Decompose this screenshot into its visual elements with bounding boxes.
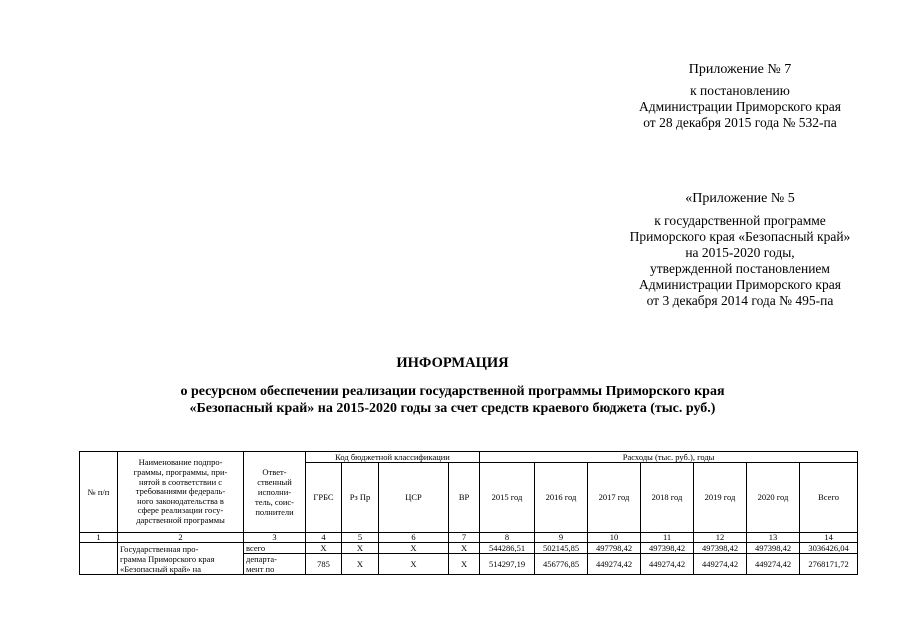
- annex-7-ref-line: к постановлению: [690, 83, 790, 98]
- column-number-row: [80, 533, 858, 543]
- annex-7-block: [560, 62, 905, 131]
- vr-cell: X: [449, 543, 480, 554]
- col-num-10: 10: [588, 533, 641, 543]
- header-expenses: Расходы (тыс. руб.), годы: [480, 452, 858, 463]
- col-num-2: 2: [118, 533, 244, 543]
- value-total: 3036426,04: [800, 543, 858, 554]
- col-num-5: 5: [342, 533, 379, 543]
- header-vr: ВР: [449, 463, 480, 533]
- responsible-total: всего: [244, 543, 306, 554]
- header-year-2017: 2017 год: [588, 463, 641, 533]
- header-budget-code: Код бюджетной классификации: [306, 452, 480, 463]
- header-year-2018: 2018 год: [641, 463, 694, 533]
- program-name-cell: Государственная про- грамма Приморского края «Безопасный край» на: [118, 543, 244, 575]
- annex-5-authority: Администрации Приморского края: [639, 277, 841, 292]
- value-total: 2768171,72: [800, 554, 858, 575]
- header-year-2016: 2016 год: [535, 463, 588, 533]
- grbs-cell: X: [306, 543, 342, 554]
- value-2017: 449274,42: [588, 554, 641, 575]
- annex-7-authority: Администрации Приморского края: [639, 99, 841, 114]
- header-year-2015: 2015 год: [480, 463, 535, 533]
- annex-7-date: от 28 декабря 2015 года № 532-па: [643, 115, 837, 130]
- value-2019: 449274,42: [694, 554, 747, 575]
- grbs-cell: 785: [306, 554, 342, 575]
- value-2015: 514297,19: [480, 554, 535, 575]
- header-year-2020: 2020 год: [747, 463, 800, 533]
- title-heading: ИНФОРМАЦИЯ: [396, 355, 509, 371]
- header-grbs: ГРБС: [306, 463, 342, 533]
- annex-5-number: «Приложение № 5: [685, 191, 795, 206]
- vr-cell: X: [449, 554, 480, 575]
- value-2018: 449274,42: [641, 554, 694, 575]
- header-year-2019: 2019 год: [694, 463, 747, 533]
- col-num-13: 13: [747, 533, 800, 543]
- csr-cell: X: [379, 554, 449, 575]
- col-num-7: 7: [449, 533, 480, 543]
- value-2016: 502145,85: [535, 543, 588, 554]
- annex-5-date: от 3 декабря 2014 года № 495-па: [646, 293, 834, 308]
- col-num-8: 8: [480, 533, 535, 543]
- header-rzpr: Рз Пр: [342, 463, 379, 533]
- annex-5-approved: утвержденной постановлением: [650, 261, 830, 276]
- rzpr-cell: X: [342, 554, 379, 575]
- value-2018: 497398,42: [641, 543, 694, 554]
- annex-5-block: [560, 191, 905, 309]
- col-num-3: 3: [244, 533, 306, 543]
- title-subtitle-2: «Безопасный край» на 2015-2020 годы за счет средств краевого бюджета (тыс. руб.): [189, 401, 716, 416]
- value-2016: 456776,85: [535, 554, 588, 575]
- value-2020: 449274,42: [747, 554, 800, 575]
- csr-cell: X: [379, 543, 449, 554]
- row-number-cell: [80, 543, 118, 575]
- document-title: [0, 355, 905, 417]
- rzpr-cell: X: [342, 543, 379, 554]
- header-responsible: Ответ- ственный исполни- тель, соис- полнители: [244, 452, 306, 533]
- annex-7-number: Приложение № 7: [688, 62, 792, 77]
- col-num-11: 11: [641, 533, 694, 543]
- table-row: [80, 543, 858, 554]
- col-num-6: 6: [379, 533, 449, 543]
- value-2019: 497398,42: [694, 543, 747, 554]
- col-num-4: 4: [306, 533, 342, 543]
- header-csr: ЦСР: [379, 463, 449, 533]
- col-num-14: 14: [800, 533, 858, 543]
- col-num-12: 12: [694, 533, 747, 543]
- annex-5-years: на 2015-2020 годы,: [685, 245, 795, 260]
- title-subtitle-1: о ресурсном обеспечении реализации государственной программы Приморского края: [180, 384, 725, 399]
- responsible-department: департа- мент по: [244, 554, 306, 575]
- resource-table: [79, 451, 858, 575]
- col-num-1: 1: [80, 533, 118, 543]
- value-2020: 497398,42: [747, 543, 800, 554]
- value-2015: 544286,51: [480, 543, 535, 554]
- header-total: Всего: [800, 463, 858, 533]
- header-name: Наименование подпро- граммы, программы, при- нятой в соответствии с требованиями федераль- ного законодательства в сфере реализации госу- дарственной программы: [118, 452, 244, 533]
- col-num-9: 9: [535, 533, 588, 543]
- header-no: № п/п: [80, 452, 118, 533]
- annex-5-program: Приморского края «Безопасный край»: [629, 229, 851, 244]
- value-2017: 497798,42: [588, 543, 641, 554]
- annex-5-ref-line: к государственной программе: [654, 213, 826, 228]
